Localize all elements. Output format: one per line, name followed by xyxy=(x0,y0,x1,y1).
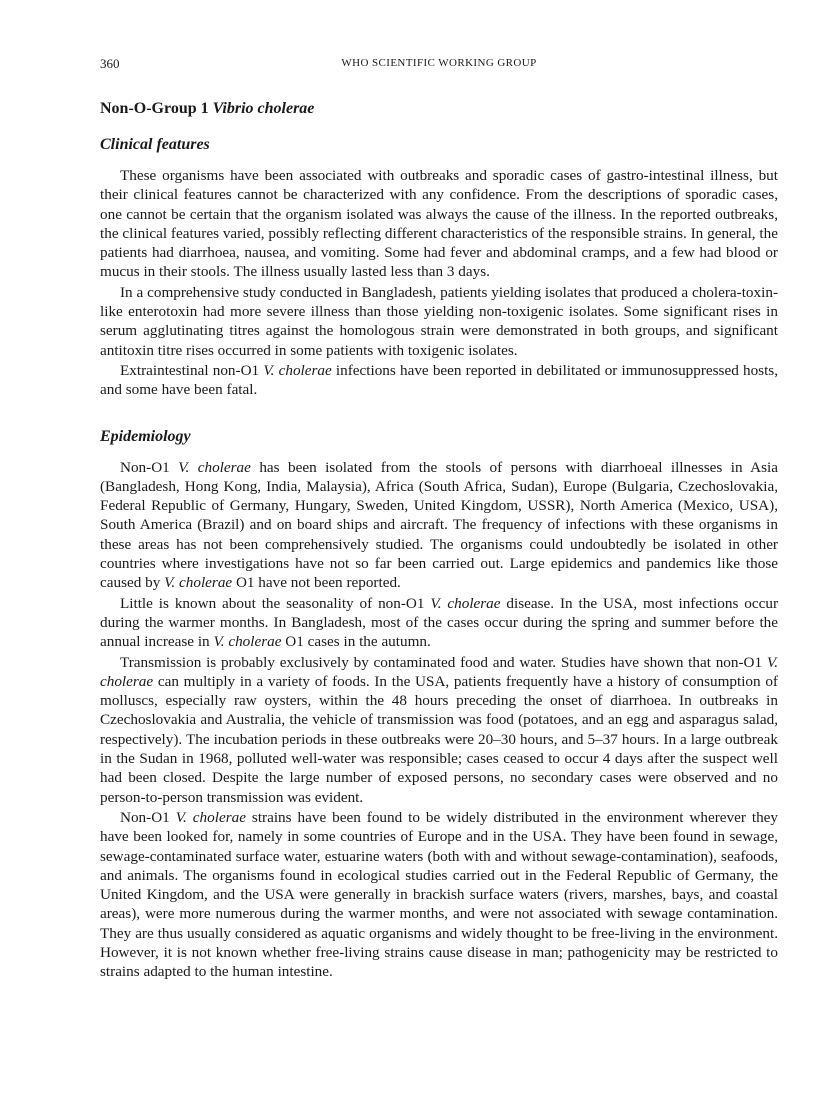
epidemiology-paragraph-2 xyxy=(100,594,778,652)
running-header xyxy=(100,52,778,72)
text-run: Transmission is probably exclusively by contaminated food and water. Studies have shown that non-O1 xyxy=(120,653,767,671)
epidemiology-heading: Epidemiology xyxy=(100,427,191,445)
section-title-prefix: Non-O-Group 1 xyxy=(100,100,213,117)
text-run: disease. In the USA, most infections occur during the warmer months. In Bangladesh, most of the cases occur during the spring and summer before the annual increase in xyxy=(100,594,778,651)
species-name: V. cholerae xyxy=(213,633,282,651)
section-title xyxy=(100,98,778,120)
text-run: O1 have not been reported. xyxy=(232,574,401,592)
document-page xyxy=(100,52,778,982)
clinical-paragraph-3 xyxy=(100,361,778,400)
text-run: Non-O1 xyxy=(120,458,179,476)
section-title-species: Vibrio cholerae xyxy=(212,100,315,117)
text-run: has been isolated from the stools of persons with diarrhoeal illnesses in Asia (Bangladesh, Hong Kong, India, Malaysia), Africa (South Africa, Sudan), Europe (Bulgaria, Czechoslovakia, Federal Republic of Germany, Hungary, Sweden, United Kingdom, USSR), North America (Mexico, USA), South America (Brazil) and on board ships and aircraft. The frequency of infections with these organisms in these areas has not been comprehensively studied. The organisms could undoubtedly be isolated in other countries where investigations have not so far been carried out. Large epidemics and pandemics like those caused by xyxy=(100,458,778,592)
text-run: O1 cases in the autumn. xyxy=(281,633,431,651)
species-name: V. cholerae xyxy=(100,653,778,690)
clinical-paragraph-1: These organisms have been associated with outbreaks and sporadic cases of gastro-intestinal illness, but their clinical features cannot be characterized with any confidence. From the descriptions of sporadic cases, one cannot be certain that the organism isolated was always the cause of the illness. In the reported outbreaks, the clinical features varied, possibly reflecting different characteristics of the responsible strains. In general, the patients had diarrhoea, nausea, and vomiting. Some had fever and abdominal cramps, and a few had blood or mucus in their stools. The illness usually lasted less than 3 days. xyxy=(100,167,778,281)
species-name: V. cholerae xyxy=(164,574,233,592)
text-run: infections have been reported in debilitated or immunosuppressed hosts, and some have been fatal. xyxy=(100,361,778,399)
epidemiology-paragraph-4 xyxy=(100,808,778,982)
text-run: can multiply in a variety of foods. In the USA, patients frequently have a history of consumption of molluscs, especially raw oysters, within the 48 hours preceding the onset of diarrhoea. In outbreaks in Czechoslovakia and Australia, the vehicle of transmission was food (potatoes, and an egg and asparagus salad, respectively). The incubation periods in these outbreaks were 20–30 hours, and 5–37 hours. In a large outbreak in the Sudan in 1968, polluted well-water was responsible; cases ceased to occur 4 days after the suspect well had been closed. Despite the large number of exposed persons, no secondary cases were observed and no person-to-person transmission was evident. xyxy=(100,672,778,806)
clinical-features-heading: Clinical features xyxy=(100,136,210,153)
species-name: V. cholerae xyxy=(178,458,251,476)
species-name: V. cholerae xyxy=(175,808,246,826)
epidemiology-paragraph-1 xyxy=(100,458,778,593)
text-run: Extraintestinal non-O1 xyxy=(120,361,264,379)
epidemiology-paragraph-3 xyxy=(100,653,778,807)
species-name: V. cholerae xyxy=(263,361,332,379)
page-number: 360 xyxy=(100,56,120,71)
text-run: strains have been found to be widely distributed in the environment wherever they have been looked for, namely in some countries of Europe and in the USA. They have been found in sewage, sewage-contaminated surface water, estuarine waters (both with and without sewage-contamination), seafoods, and animals. The organisms found in ecological studies carried out in the Federal Republic of Germany, the United Kingdom, and the USA were generally in brackish surface waters (rivers, marshes, bays, and coastal areas), were more numerous during the warmer months, and were not associated with sewage contamination. They are thus usually considered as aquatic organisms and widely thought to be free-living in the environment. However, it is not known whether free-living strains cause disease in man; pathogenicity may be restricted to strains adapted to the human intestine. xyxy=(100,808,779,981)
running-title: WHO SCIENTIFIC WORKING GROUP xyxy=(341,57,537,69)
text-run: Little is known about the seasonality of non-O1 xyxy=(120,594,431,612)
clinical-paragraph-2: In a comprehensive study conducted in Bangladesh, patients yielding isolates that produced a cholera-toxin-like enterotoxin had more severe illness than those yielding non-toxigenic isolates. Some significant rises in serum agglutinating titres against the homologous strain were demonstrated in both groups, and significant antitoxin titre rises occurred in some patients with toxigenic isolates. xyxy=(100,283,778,359)
text-run: Non-O1 xyxy=(120,808,176,826)
species-name: V. cholerae xyxy=(430,594,501,612)
